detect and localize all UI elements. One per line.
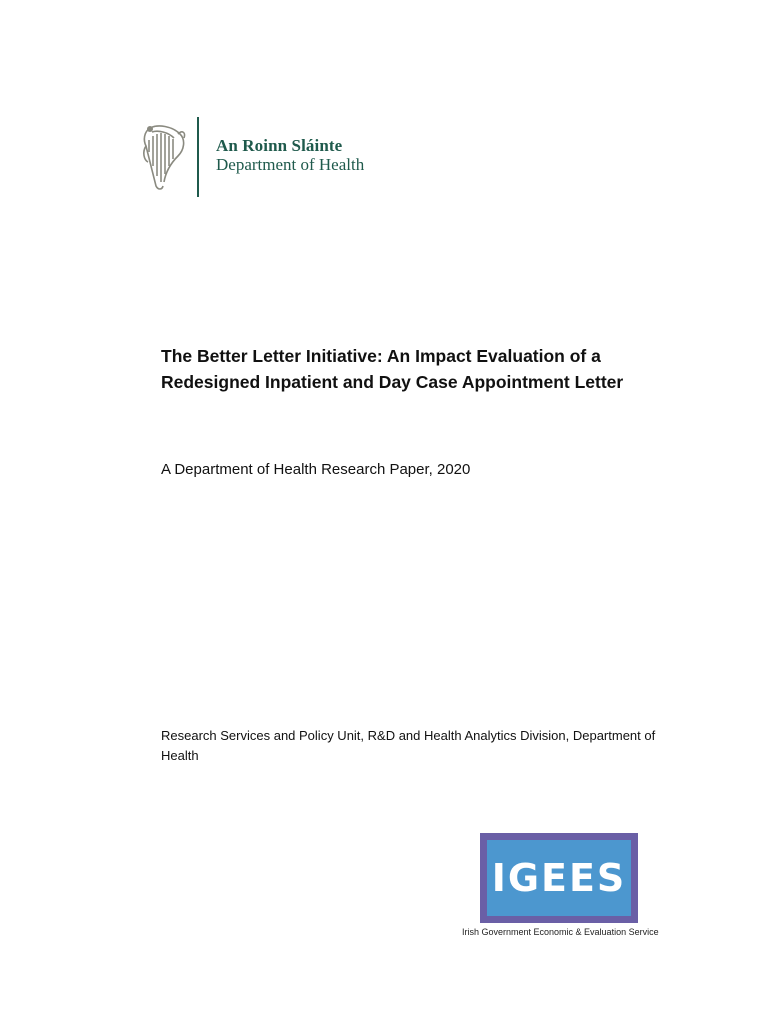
author-unit-line: Health	[161, 748, 199, 763]
document-subtitle: A Department of Health Research Paper, 2020	[161, 461, 471, 478]
harp-emblem-icon	[140, 122, 190, 192]
igees-logo-text: IGEES	[491, 856, 627, 900]
document-title	[161, 343, 681, 395]
logo-divider	[197, 117, 199, 197]
author-unit-line: Research Services and Policy Unit, R&D and Health Analytics Division, Department of	[161, 728, 656, 743]
department-name-irish: An Roinn Sláinte	[216, 136, 343, 155]
igees-logo	[480, 833, 638, 923]
department-name-english: Department of Health	[216, 155, 365, 174]
title-line: Redesigned Inpatient and Day Case Appointment Letter	[161, 372, 624, 392]
title-line: The Better Letter Initiative: An Impact Evaluation of a	[161, 346, 601, 366]
igees-caption: Irish Government Economic & Evaluation Service	[462, 927, 659, 937]
igees-logo-inner	[487, 840, 631, 916]
author-unit	[161, 726, 661, 766]
